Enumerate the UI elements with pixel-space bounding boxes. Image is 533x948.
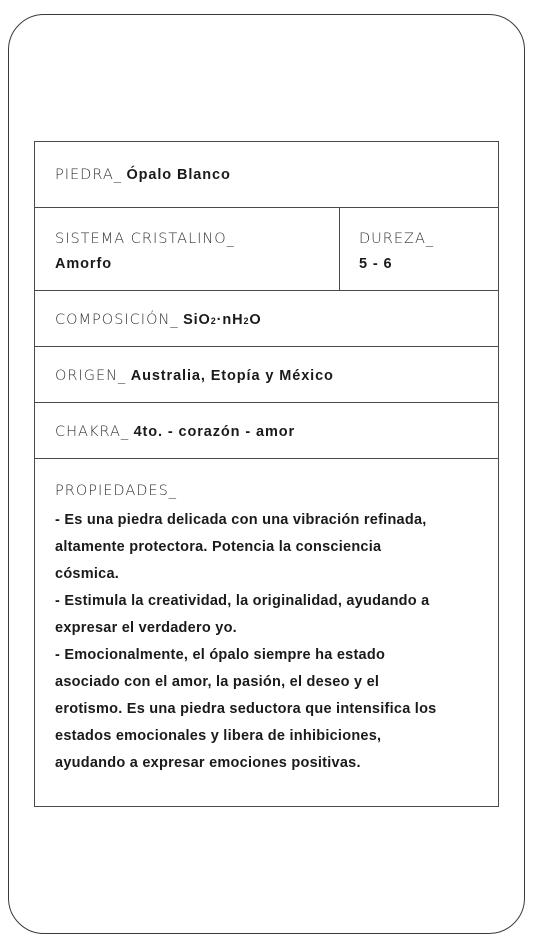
formula-part-3: O xyxy=(249,312,262,328)
composicion-row xyxy=(35,291,498,347)
chakra-row xyxy=(35,403,498,459)
chakra-label: CHAKRA_ xyxy=(55,424,130,440)
propiedades-line: - Es una piedra delicada con una vibración refinada, xyxy=(55,512,427,528)
piedra-value: Ópalo Blanco xyxy=(126,167,231,183)
dureza-cell xyxy=(340,208,500,290)
propiedades-text xyxy=(55,507,485,777)
composicion-label: COMPOSICIÓN_ xyxy=(55,312,179,328)
formula-subscript-1: 2 xyxy=(210,316,217,326)
sistema-cristalino-value: Amorfo xyxy=(55,256,112,272)
stone-info-card xyxy=(34,141,499,807)
propiedades-label: PROPIEDADES_ xyxy=(55,483,178,499)
propiedades-line: - Estimula la creatividad, la originalidad, ayudando a xyxy=(55,593,430,609)
piedra-row xyxy=(35,142,498,208)
dureza-value: 5 - 6 xyxy=(359,256,393,272)
composicion-formula xyxy=(183,312,262,328)
propiedades-line: erotismo. Es una piedra seductora que intensifica los xyxy=(55,701,437,717)
composicion-line xyxy=(55,311,262,329)
formula-part-1: SiO xyxy=(183,312,211,328)
chakra-value: 4to. - corazón - amor xyxy=(133,424,296,440)
propiedades-line: asociado con el amor, la pasión, el deseo y el xyxy=(55,674,380,690)
origen-row xyxy=(35,347,498,403)
formula-subscript-2: 2 xyxy=(243,316,250,326)
piedra-line xyxy=(55,166,231,184)
propiedades-line: ayudando a expresar emociones positivas. xyxy=(55,755,361,771)
chakra-line xyxy=(55,423,295,441)
piedra-label: PIEDRA_ xyxy=(55,167,123,183)
sistema-cristalino-cell xyxy=(35,208,340,290)
propiedades-line: estados emocionales y libera de inhibiciones, xyxy=(55,728,382,744)
origen-value: Australia, Etopía y México xyxy=(130,368,334,384)
propiedades-line: cósmica. xyxy=(55,566,120,582)
propiedades-line: expresar el verdadero yo. xyxy=(55,620,237,636)
propiedades-line: - Emocionalmente, el ópalo siempre ha estado xyxy=(55,647,386,663)
propiedades-line: altamente protectora. Potencia la consciencia xyxy=(55,539,382,555)
origen-line xyxy=(55,367,334,385)
propiedades-row xyxy=(35,459,498,806)
origen-label: ORIGEN_ xyxy=(55,368,127,384)
dureza-label: DUREZA_ xyxy=(359,231,435,247)
sistema-dureza-row xyxy=(35,208,498,291)
formula-part-2: ·nH xyxy=(216,312,244,328)
sistema-cristalino-label: SISTEMA CRISTALINO_ xyxy=(55,231,235,247)
